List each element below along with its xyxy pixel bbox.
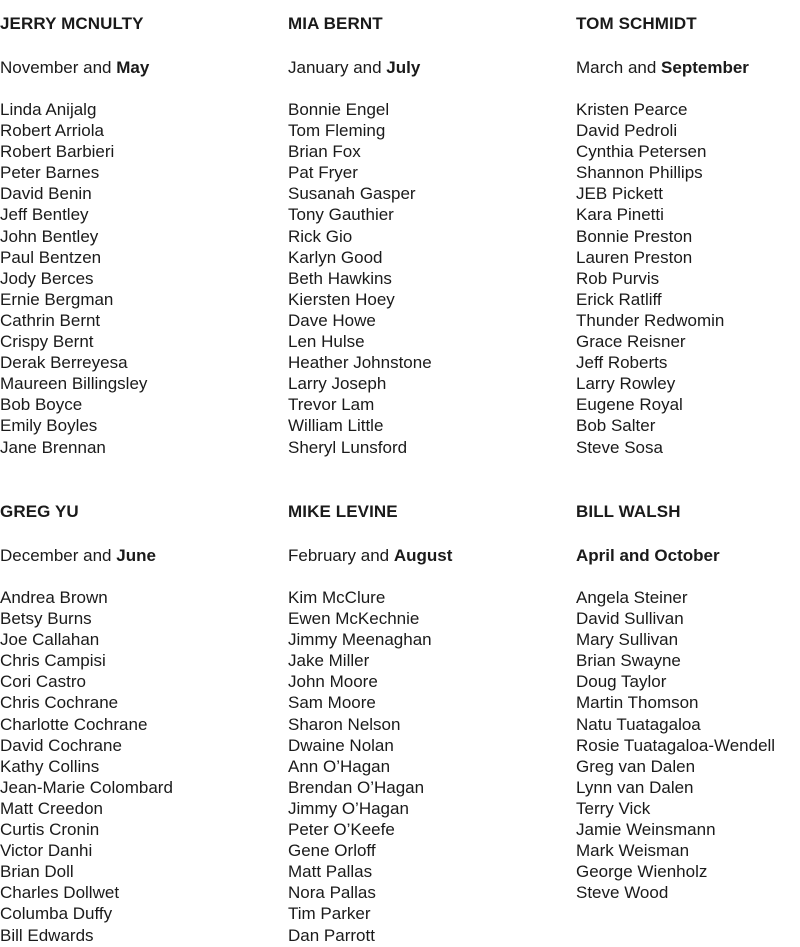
months-bold: June [116,546,156,565]
member-name: Columba Duffy [0,904,113,924]
months-prefix: December and [0,546,117,565]
member-name: Karlyn Good [288,247,383,267]
member-name: Tom Fleming [288,121,386,141]
months-bold: August [393,546,453,565]
member-name: Brian Swayne [576,651,681,671]
member-name: David Pedroli [576,121,678,141]
member-name: Tony Gauthier [288,205,394,225]
member-name: Jimmy O’Hagan [288,798,409,818]
member-name: Emily Boyles [0,416,98,436]
member-name: Shannon Phillips [576,163,703,183]
member-name: William Little [288,416,384,436]
member-name: Kristen Pearce [576,100,688,119]
captain-column [288,13,538,458]
member-name: George Wienholz [576,862,708,882]
member-name: Charlotte Cochrane [0,714,148,734]
member-name: David Sullivan [576,609,684,629]
member-list [0,587,250,946]
months-bold: May [116,58,150,77]
member-name: Robert Arriola [0,121,104,141]
member-list [576,99,800,458]
member-name: Cathrin Bernt [0,310,101,330]
captain-column [576,501,800,903]
captain-name: MIA BERNT [288,14,383,33]
member-name: Doug Taylor [576,672,667,692]
member-name: Ewen McKechnie [288,609,420,629]
member-name: Eugene Royal [576,395,683,415]
captain-column [0,501,250,946]
months-bold: July [386,58,421,77]
member-name: Mary Sullivan [576,630,679,650]
member-name: Beth Hawkins [288,268,392,288]
member-name: Greg van Dalen [576,756,696,776]
member-name: Cynthia Petersen [576,142,707,162]
captain-column [576,13,800,458]
months-line [576,57,800,79]
captain-name: TOM SCHMIDT [576,14,697,33]
member-name: Len Hulse [288,332,365,352]
member-name: Nora Pallas [288,883,376,903]
member-name: Betsy Burns [0,609,92,629]
member-name: Jake Miller [288,651,370,671]
member-name: Grace Reisner [576,332,686,352]
captain-name: BILL WALSH [576,502,681,521]
member-name: Lauren Preston [576,247,693,267]
member-name: Joe Callahan [0,630,100,650]
captain-column [288,501,538,946]
member-name: Rick Gio [288,226,353,246]
member-name: Cori Castro [0,672,86,692]
member-name: Trevor Lam [288,395,375,415]
member-name: Curtis Cronin [0,820,100,840]
member-name: Gene Orloff [288,841,376,861]
member-name: Lynn van Dalen [576,777,694,797]
member-name: Chris Cochrane [0,693,119,713]
captain-column [0,13,250,458]
member-name: Linda Anijalg [0,100,97,119]
member-name: Jamie Weinsmann [576,820,716,840]
member-name: Charles Dollwet [0,883,120,903]
months-line [576,545,800,567]
member-name: Angela Steiner [576,588,688,607]
months-line [0,545,250,567]
member-name: Peter O’Keefe [288,820,395,840]
member-name: Brian Fox [288,142,361,162]
captain-name: JERRY MCNULTY [0,14,144,33]
months-prefix: March and [576,58,662,77]
member-name: Rosie Tuatagaloa-Wendell [576,735,776,755]
member-name: JEB Pickett [576,184,663,204]
member-name: Ann O’Hagan [288,756,391,776]
member-name: Kiersten Hoey [288,289,395,309]
member-name: Chris Campisi [0,651,106,671]
member-name: Maureen Billingsley [0,374,148,394]
member-name: Jean-Marie Colombard [0,777,173,797]
member-name: Paul Bentzen [0,247,102,267]
member-name: Bob Boyce [0,395,83,415]
months-line [0,57,250,79]
member-name: Kathy Collins [0,756,100,776]
member-name: Steve Sosa [576,437,663,457]
months-bold: April and October [576,546,720,565]
months-line [288,57,538,79]
member-name: Bill Edwards [0,925,94,945]
member-name: Jane Brennan [0,437,106,457]
member-name: Sam Moore [288,693,376,713]
member-name: Bob Salter [576,416,656,436]
member-name: Sheryl Lunsford [288,437,408,457]
member-name: Kim McClure [288,588,386,607]
member-name: John Moore [288,672,378,692]
member-name: Jeff Bentley [0,205,89,225]
member-name: Brian Doll [0,862,74,882]
member-name: Erick Ratliff [576,289,662,309]
months-bold: September [661,58,749,77]
member-name: Mark Weisman [576,841,690,861]
member-name: Matt Creedon [0,798,103,818]
member-name: Matt Pallas [288,862,373,882]
member-name: Bonnie Engel [288,100,390,119]
member-name: Larry Joseph [288,374,387,394]
member-name: Steve Wood [576,883,669,903]
member-list [288,587,538,946]
member-list [0,99,250,458]
member-name: Dave Howe [288,310,376,330]
months-prefix: November and [0,58,117,77]
member-name: Derak Berreyesa [0,353,128,373]
member-name: Sharon Nelson [288,714,401,734]
member-name: Jeff Roberts [576,353,668,373]
member-name: Martin Thomson [576,693,699,713]
member-list [576,587,800,903]
member-name: Jimmy Meenaghan [288,630,432,650]
member-name: Kara Pinetti [576,205,664,225]
member-name: David Benin [0,184,92,204]
captain-name: GREG YU [0,502,79,521]
member-name: Heather Johnstone [288,353,432,373]
member-name: Larry Rowley [576,374,676,394]
months-prefix: January and [288,58,387,77]
member-name: Jody Berces [0,268,94,288]
member-name: David Cochrane [0,735,122,755]
member-name: Robert Barbieri [0,142,115,162]
member-name: Thunder Redwomin [576,310,725,330]
member-name: Natu Tuatagaloa [576,714,701,734]
member-name: Dwaine Nolan [288,735,394,755]
member-name: Victor Danhi [0,841,93,861]
member-name: Brendan O’Hagan [288,777,425,797]
member-name: Bonnie Preston [576,226,693,246]
member-name: Peter Barnes [0,163,100,183]
months-prefix: February and [288,546,394,565]
months-line [288,545,538,567]
captain-name: MIKE LEVINE [288,502,398,521]
member-name: Crispy Bernt [0,332,94,352]
member-name: John Bentley [0,226,99,246]
member-name: Pat Fryer [288,163,358,183]
member-list [288,99,538,458]
member-name: Susanah Gasper [288,184,416,204]
member-name: Dan Parrott [288,925,375,945]
member-name: Andrea Brown [0,588,108,607]
member-name: Tim Parker [288,904,371,924]
member-name: Ernie Bergman [0,289,114,309]
member-name: Rob Purvis [576,268,660,288]
member-name: Terry Vick [576,798,651,818]
